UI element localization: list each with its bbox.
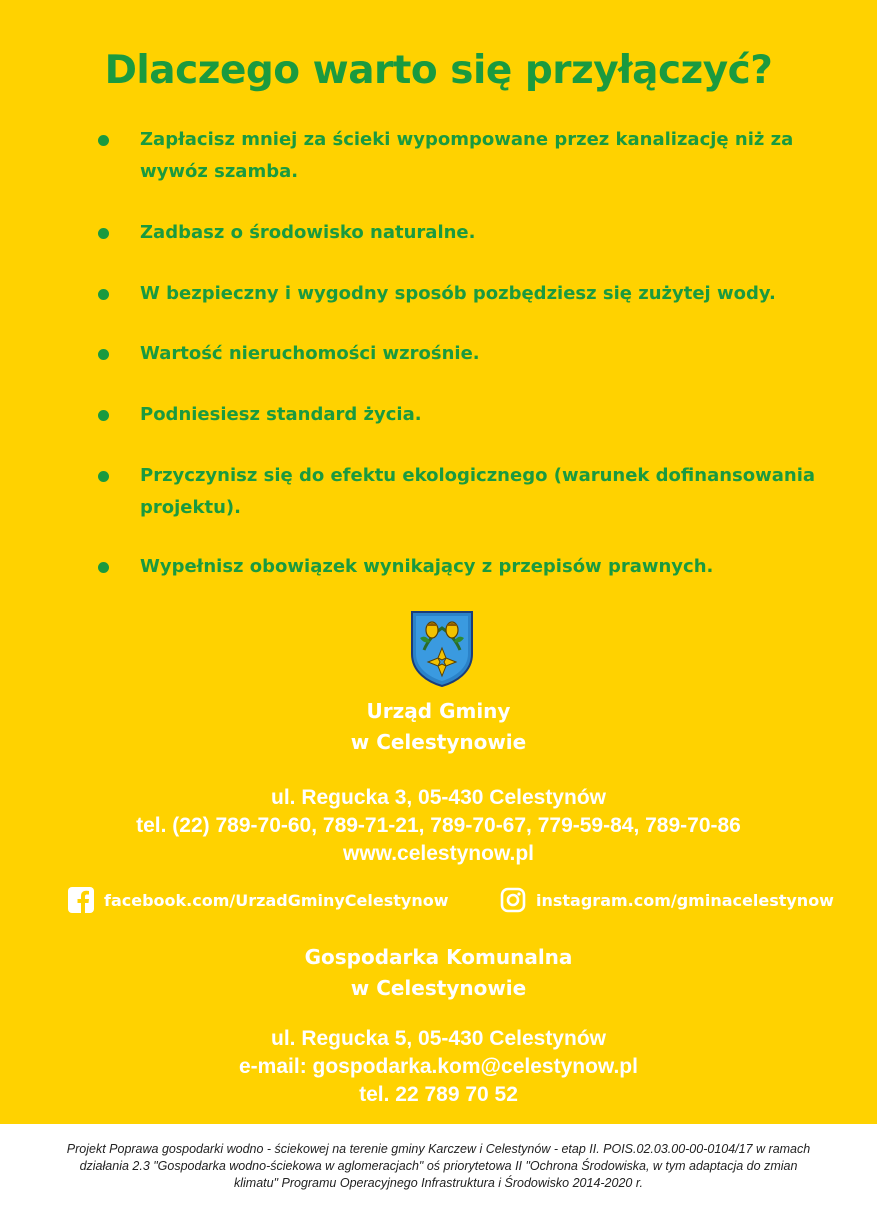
gospodarka-phone: tel. 22 789 70 52 bbox=[359, 1083, 518, 1106]
facebook-link[interactable] bbox=[68, 886, 449, 914]
benefit-text: Zapłacisz mniej za ścieki wypompowane przez kanalizację niż za wywóz szamba. bbox=[140, 129, 794, 182]
instagram-icon bbox=[500, 887, 526, 913]
bullet-icon bbox=[98, 562, 109, 573]
urzad-contact bbox=[0, 784, 877, 868]
urzad-website[interactable]: www.celestynow.pl bbox=[343, 842, 534, 865]
benefit-text: Przyczynisz się do efektu ekologicznego (warunek dofinansowania projektu). bbox=[140, 465, 816, 518]
gospodarka-name-line1: Gospodarka Komunalna bbox=[304, 945, 573, 969]
gospodarka-contact bbox=[0, 1025, 877, 1109]
gospodarka-email[interactable]: e-mail: gospodarka.kom@celestynow.pl bbox=[239, 1055, 638, 1078]
urzad-phone: tel. (22) 789-70-60, 789-71-21, 789-70-67, 779-59-84, 789-70-86 bbox=[136, 814, 741, 837]
instagram-link[interactable] bbox=[500, 886, 834, 914]
bullet-icon bbox=[98, 349, 109, 360]
urzad-address: ul. Regucka 3, 05-430 Celestynów bbox=[271, 786, 606, 809]
bullet-icon bbox=[98, 289, 109, 300]
project-footnote: Projekt Poprawa gospodarki wodno - ściekowej na terenie gminy Karczew i Celestynów - etap II. POIS.02.03.00-00-0104/17 w ramach działania 2.3 "Gospodarka wodno-ściekowa w aglomeracjach" oś priorytetowa II "Ochrona Środowiska, w tym adaptacja do zmian klimatu" Programu Operacyjnego Infrastruktura i Środowisko 2014-2020 r. bbox=[66, 1142, 811, 1190]
page-title: Dlaczego warto się przyłączyć? bbox=[104, 48, 773, 93]
bullet-icon bbox=[98, 228, 109, 239]
benefit-text: Wartość nieruchomości wzrośnie. bbox=[140, 343, 480, 364]
urzad-name bbox=[0, 696, 877, 758]
facebook-url: facebook.com/UrzadGminyCelestynow bbox=[104, 890, 449, 910]
gospodarka-name-line2: w Celestynowie bbox=[350, 976, 527, 1000]
benefit-text: Podniesiesz standard życia. bbox=[140, 404, 422, 425]
facebook-icon bbox=[68, 887, 94, 913]
benefit-text: W bezpieczny i wygodny sposób pozbędziesz się zużytej wody. bbox=[140, 283, 776, 304]
urzad-name-line1: Urząd Gminy bbox=[366, 699, 511, 723]
bullet-icon bbox=[98, 410, 109, 421]
benefit-text: Wypełnisz obowiązek wynikający z przepisów prawnych. bbox=[140, 556, 714, 577]
benefit-text: Zadbasz o środowisko naturalne. bbox=[140, 222, 476, 243]
bullet-icon bbox=[98, 135, 109, 146]
gospodarka-address: ul. Regucka 5, 05-430 Celestynów bbox=[271, 1027, 606, 1050]
gospodarka-name bbox=[0, 942, 877, 1004]
urzad-name-line2: w Celestynowie bbox=[350, 730, 527, 754]
bullet-icon bbox=[98, 471, 109, 482]
instagram-url: instagram.com/gminacelestynow bbox=[536, 890, 834, 910]
coat-of-arms-icon bbox=[410, 610, 474, 688]
